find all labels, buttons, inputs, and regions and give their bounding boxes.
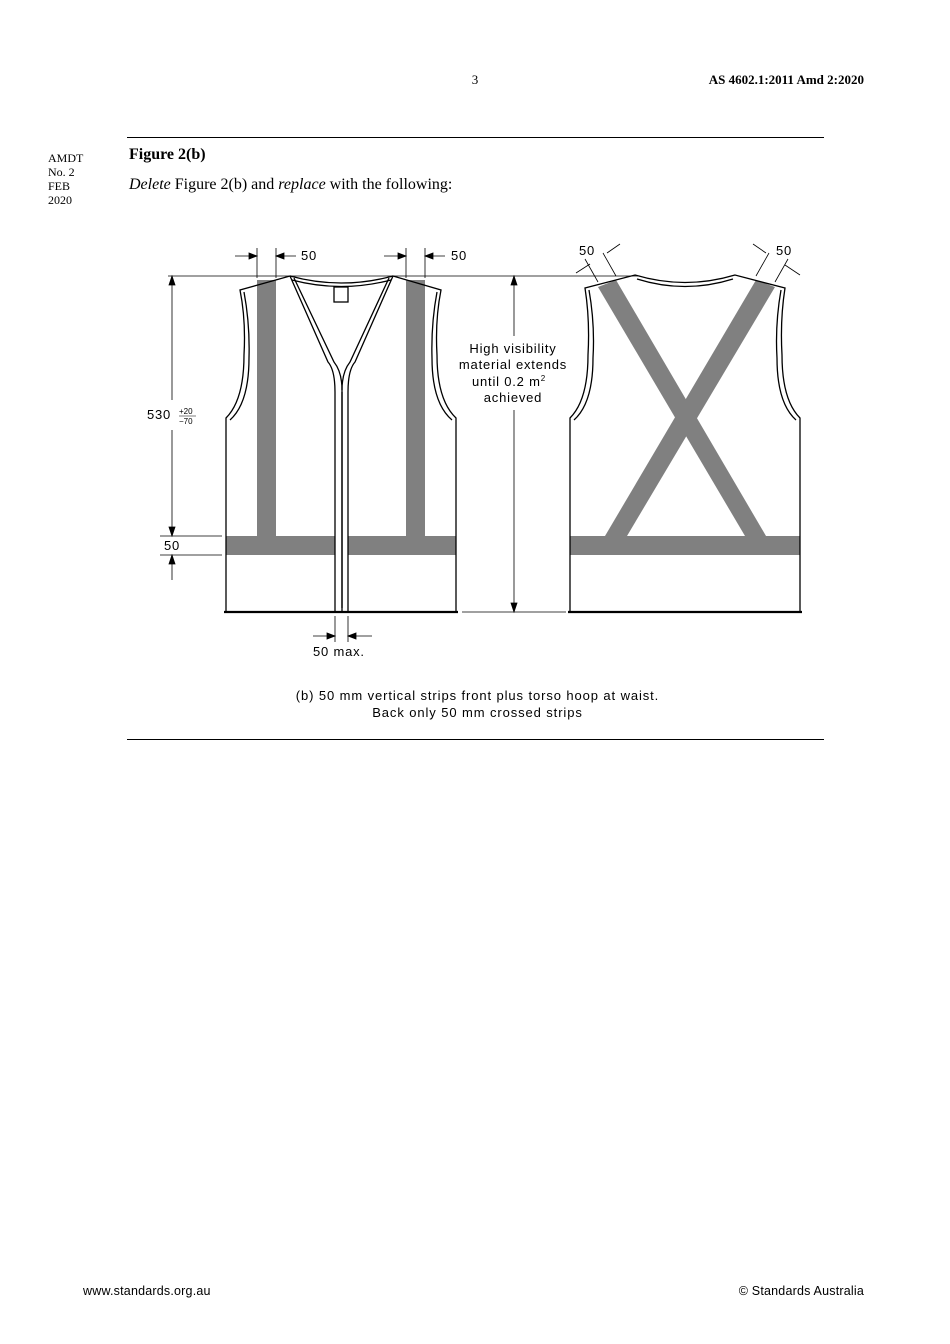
front-right-binding — [342, 278, 452, 420]
instruction-delete-word: Delete — [129, 176, 171, 193]
footer-copyright: © Standards Australia — [738, 1284, 864, 1298]
arrow — [169, 527, 175, 536]
arrow — [511, 276, 517, 285]
front-right-panel-outline — [348, 276, 456, 612]
amendment-line-2: No. 2 — [48, 165, 75, 179]
instruction-replace-word: replace — [278, 176, 326, 193]
back-right-ext-b — [775, 259, 788, 282]
note-line-2: material extends — [458, 357, 568, 372]
instruction-middle-text: Figure 2(b) and — [170, 176, 279, 193]
front-right-vertical-strip — [406, 280, 425, 536]
note-line-3-superscript: 2 — [540, 374, 547, 383]
waist-hoop-label: 50 — [164, 538, 181, 553]
back-right-dim-b — [785, 265, 800, 275]
back-right-ext-a — [756, 253, 769, 276]
height-tolerance-plus: +20 — [179, 407, 193, 416]
page-number: 3 — [471, 72, 479, 87]
high-vis-note — [459, 341, 567, 405]
arrow — [249, 253, 257, 259]
footer-website-link[interactable]: www.standards.org.au — [83, 1284, 211, 1298]
front-right-waist-strip — [348, 536, 456, 555]
front-right-strip-label: 50 — [451, 248, 468, 263]
front-gap-label: 50 max. — [313, 644, 365, 659]
amendment-line-3: FEB — [48, 179, 71, 193]
arrow — [348, 633, 356, 639]
height-tolerance-minus: −70 — [179, 417, 193, 426]
height-label: 530 — [147, 407, 172, 422]
figure-title: Figure 2(b) — [129, 146, 206, 163]
note-line-4: achieved — [483, 390, 543, 405]
front-label-tag — [334, 287, 348, 302]
bottom-rule — [127, 739, 824, 740]
front-left-vertical-strip — [257, 280, 276, 536]
front-left-waist-strip — [226, 536, 335, 555]
note-line-3 — [472, 374, 546, 389]
arrow — [327, 633, 335, 639]
arrow — [276, 253, 284, 259]
front-left-panel-outline — [226, 276, 335, 612]
document-id: AS 4602.1:2011 Amd 2:2020 — [708, 72, 864, 87]
instruction-end-text: with the following: — [325, 176, 453, 193]
front-left-strip-label: 50 — [301, 248, 318, 263]
arrow — [425, 253, 433, 259]
back-left-strip-label: 50 — [579, 243, 596, 258]
back-left-ext-b — [603, 253, 616, 276]
arrow — [511, 603, 517, 612]
arrow — [398, 253, 406, 259]
back-vest — [568, 275, 802, 612]
back-waist-strip — [570, 536, 800, 555]
amendment-line-4: 2020 — [48, 193, 72, 207]
caption-line-2: Back only 50 mm crossed strips — [372, 704, 583, 720]
back-right-dim-a — [753, 244, 766, 253]
front-neckline — [290, 276, 393, 283]
back-right-strip-label: 50 — [776, 243, 793, 258]
back-left-dim-b — [607, 244, 620, 253]
amendment-line-1: AMDT — [48, 151, 84, 165]
back-outline — [570, 275, 800, 612]
front-left-binding — [230, 278, 342, 608]
arrow — [169, 555, 175, 564]
front-vest — [224, 276, 458, 612]
note-line-3-text: until 0.2 m — [471, 374, 541, 389]
note-line-1: High visibility — [469, 341, 557, 356]
back-left-ext-a — [585, 259, 598, 282]
figure-caption — [200, 688, 755, 721]
arrow — [169, 276, 175, 285]
back-left-dim-a — [576, 264, 590, 273]
caption-line-1: (b) 50 mm vertical strips front plus torso hoop at waist. — [295, 688, 660, 703]
